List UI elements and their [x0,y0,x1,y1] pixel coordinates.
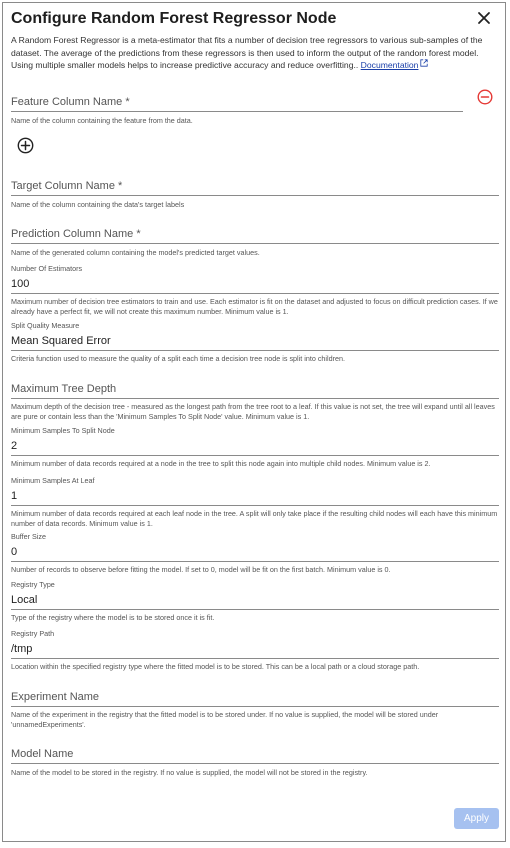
split-quality-select[interactable]: Mean Squared Error [11,335,111,347]
registry-path-underline [11,658,499,659]
experiment-name-underline [11,706,499,707]
prediction-column-helper: Name of the generated column containing the model's predicted target values. [11,248,260,257]
buffer-size-field[interactable] [11,532,499,574]
registry-path-label: Registry Path [11,629,55,638]
apply-button[interactable]: Apply [454,808,499,829]
external-link-icon [420,59,428,67]
model-name-underline [11,763,499,764]
experiment-name-field[interactable] [11,690,499,729]
registry-type-label: Registry Type [11,580,55,589]
min-leaf-label: Minimum Samples At Leaf [11,476,95,485]
num-estimators-input[interactable]: 100 [11,278,30,290]
model-name-helper: Name of the model to be stored in the registry. If no value is supplied, the model will not be stored in the registry. [11,768,368,777]
feature-column-helper: Name of the column containing the feature from the data. [11,116,193,125]
add-circle-icon[interactable] [17,137,34,154]
min-leaf-underline [11,505,499,506]
experiment-name-helper: Name of the experiment in the registry that the fitted model is to be stored under. If no value is supplied, the model will be stored under 'unnamedExperiments'. [11,710,439,729]
registry-type-select[interactable]: Local [11,594,38,606]
target-column-underline [11,195,499,196]
buffer-size-label: Buffer Size [11,532,47,541]
max-depth-field[interactable] [11,382,499,421]
feature-column-field[interactable] [11,95,463,125]
remove-circle-icon[interactable] [477,89,493,105]
buffer-size-helper: Number of records to observe before fitting the model. If set to 0, model will be fit on the first batch. Minimum value is 0. [11,565,391,574]
feature-column-label: Feature Column Name * [11,96,130,108]
close-icon[interactable] [475,9,493,27]
feature-column-underline [11,111,463,112]
split-quality-underline [11,350,499,351]
min-split-underline [11,455,499,456]
registry-type-underline [11,609,499,610]
min-leaf-field[interactable] [11,476,499,528]
num-estimators-helper: Maximum number of decision tree estimators to train and use. Each estimator is fit on the dataset and adjusted to focus on difficult prediction cases. If we already have a perfect fit, we will not create this maximum number. Minimum value is 1. [11,297,498,316]
description-text: A Random Forest Regressor is a meta-estimator that fits a number of decision tree regressors to various sub-samples of the dataset. The average of the predictions from these regressors is then used to inform the output of the random forest model. Using multiple smaller models helps to increase predictive accuracy and reduce overfitting.. [11,35,483,70]
split-quality-label: Split Quality Measure [11,321,80,330]
registry-path-field[interactable] [11,629,499,671]
split-quality-field[interactable] [11,321,499,363]
split-quality-helper: Criteria function used to measure the quality of a split each time a decision tree node is split into children. [11,354,345,363]
model-name-field[interactable] [11,747,499,777]
max-depth-underline [11,398,499,399]
configure-dialog [2,2,506,842]
registry-path-input[interactable]: /tmp [11,643,33,655]
target-column-field[interactable] [11,179,499,209]
registry-type-field[interactable] [11,580,499,622]
experiment-name-label: Experiment Name [11,691,100,703]
prediction-column-label: Prediction Column Name * [11,228,141,240]
prediction-column-field[interactable] [11,227,499,257]
prediction-column-underline [11,243,499,244]
max-depth-label: Maximum Tree Depth [11,383,117,395]
documentation-link[interactable]: Documentation [360,60,419,70]
max-depth-helper: Maximum depth of the decision tree - measured as the longest path from the tree root to a leaf. If this value is not set, the tree will expand until all leaves are pure or contain less than the 'Minimum Samples To Split Node' value. Minimum value is 1. [11,402,495,421]
buffer-size-underline [11,561,499,562]
num-estimators-label: Number Of Estimators [11,264,83,273]
num-estimators-field[interactable] [11,264,499,316]
min-split-input[interactable]: 2 [11,440,18,452]
min-split-field[interactable] [11,426,499,468]
dialog-title: Configure Random Forest Regressor Node [11,10,337,27]
dialog-description [11,34,497,72]
min-leaf-input[interactable]: 1 [11,490,18,502]
min-leaf-helper: Minimum number of data records required at each leaf node in the tree. A split will only take place if the resulting child nodes will each have this minimum number of data records. Minimum value is 1. [11,509,498,528]
dialog-header [11,9,497,31]
buffer-size-input[interactable]: 0 [11,546,18,558]
registry-path-helper: Location within the specified registry type where the fitted model is to be stored. This can be a local path or a cloud storage path. [11,662,420,671]
target-column-label: Target Column Name * [11,180,123,192]
min-split-helper: Minimum number of data records required at a node in the tree to split this node again into multiple child nodes. Minimum value is 2. [11,459,431,468]
target-column-helper: Name of the column containing the data's target labels [11,200,185,209]
model-name-label: Model Name [11,748,74,760]
min-split-label: Minimum Samples To Split Node [11,426,115,435]
num-estimators-underline [11,293,499,294]
registry-type-helper: Type of the registry where the model is to be stored once it is fit. [11,613,215,622]
